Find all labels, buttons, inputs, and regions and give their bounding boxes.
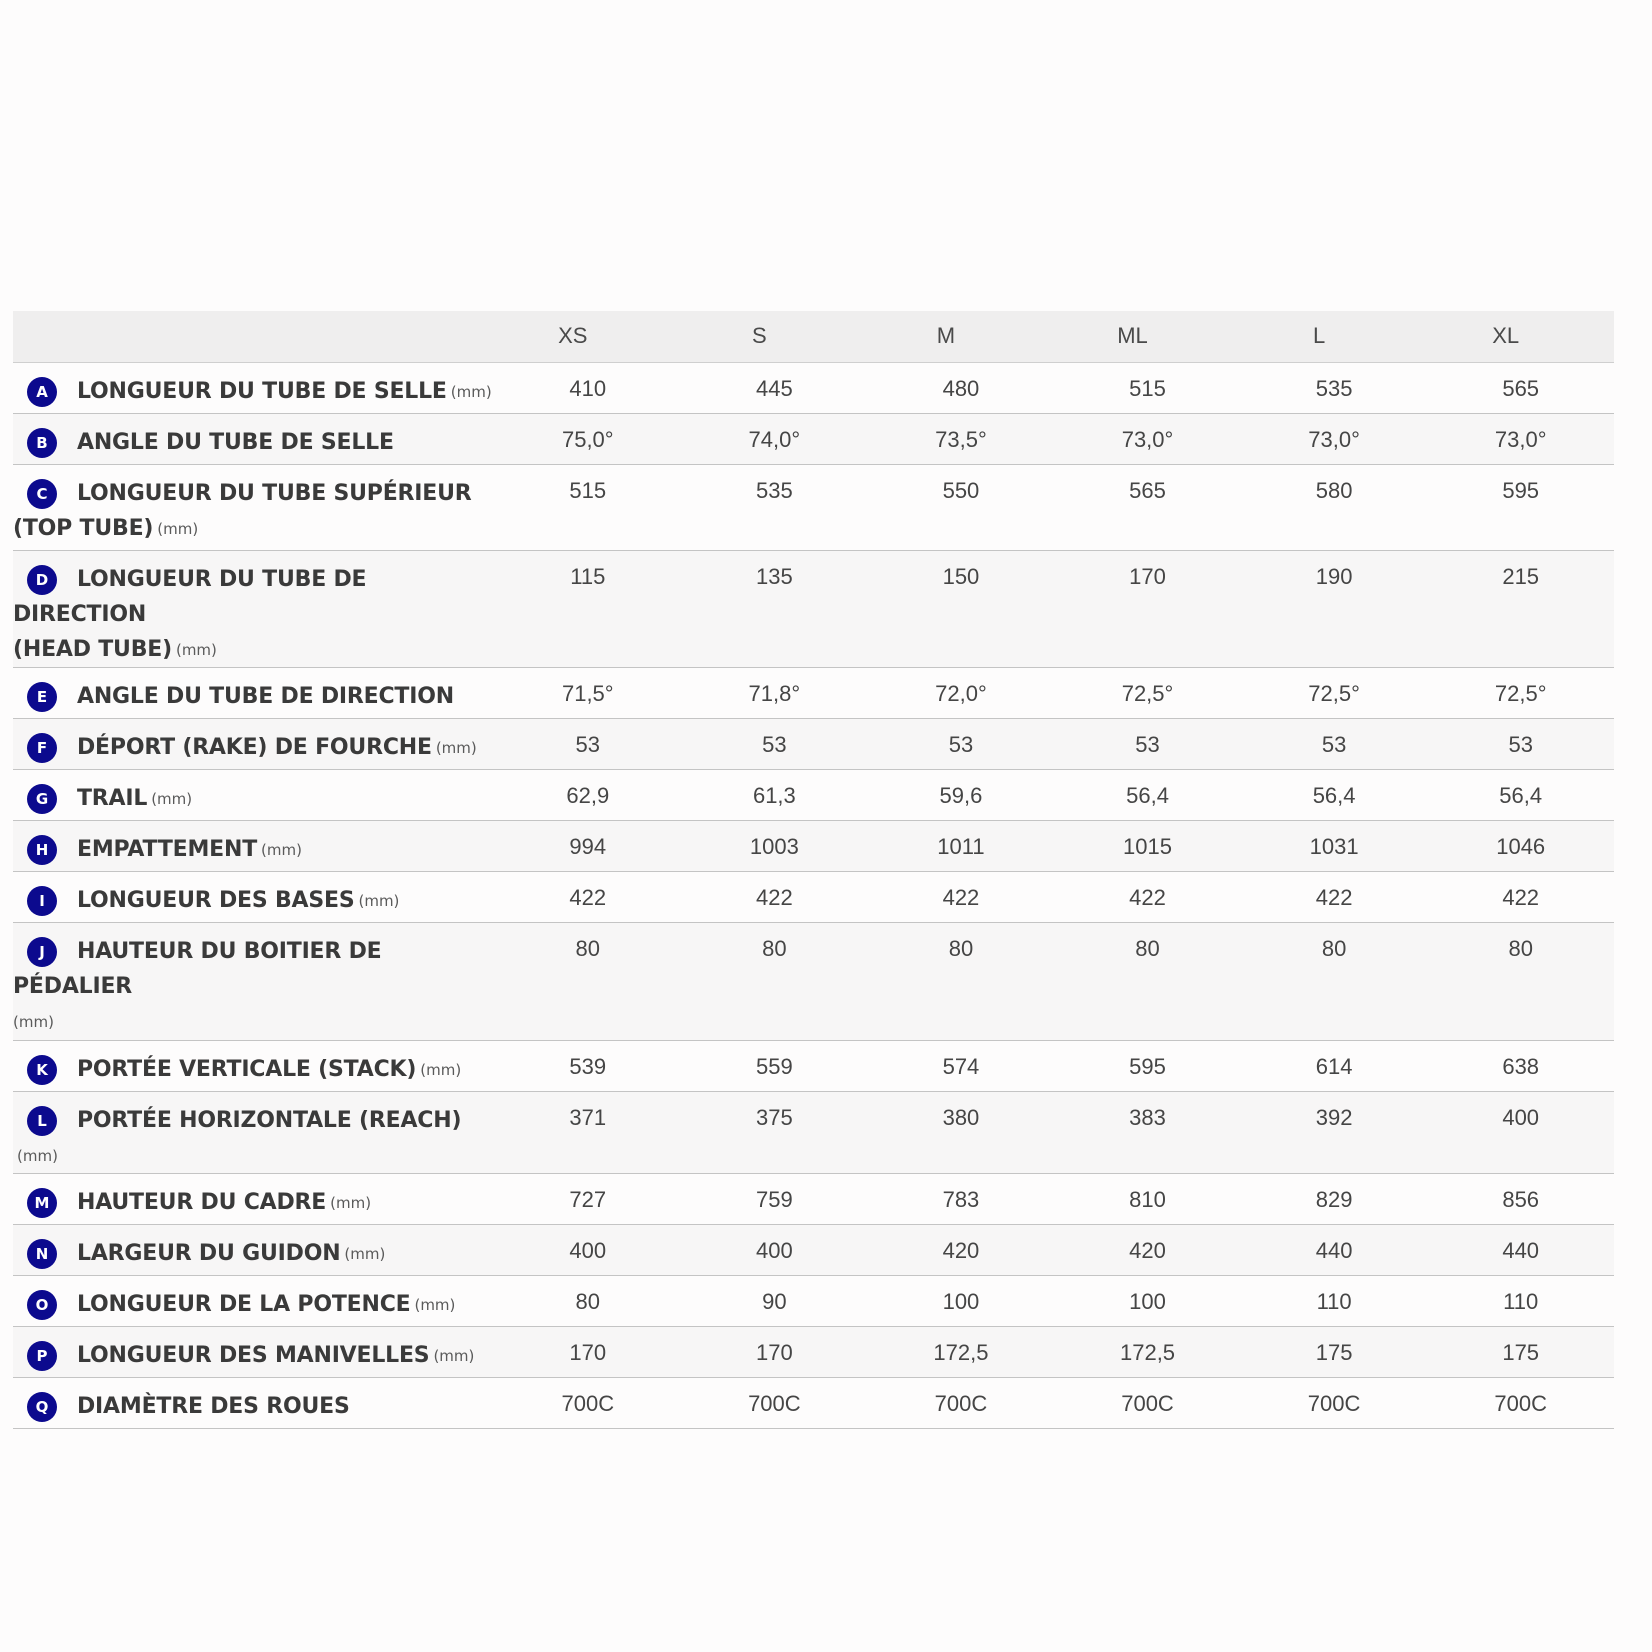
- row-label-cell: [13, 1040, 495, 1091]
- value-cell-ml: 810: [1129, 1187, 1166, 1212]
- row-label: LARGEUR DU GUIDON: [77, 1241, 341, 1267]
- geometry-table: [13, 311, 1614, 1429]
- row-letter-badge: M: [27, 1188, 57, 1218]
- row-label-line: [13, 1389, 495, 1424]
- row-label-continuation: [13, 632, 495, 667]
- row-label-line: [13, 1236, 495, 1271]
- value-cell-xl: 215: [1502, 563, 1540, 589]
- header-row: [13, 311, 1614, 362]
- row-label-line: [13, 730, 495, 765]
- size-header-ml: ML: [1054, 311, 1241, 362]
- row-label-cell: [13, 1378, 495, 1429]
- row-letter-badge: B: [27, 428, 57, 458]
- value-cell-l: 72,5°: [1308, 681, 1360, 707]
- value-cell-m: 1011: [937, 834, 985, 860]
- value-cell-l: 614: [1315, 1053, 1353, 1079]
- table-row: [13, 821, 1614, 872]
- row-letter-badge: K: [27, 1055, 57, 1085]
- size-header-xs: XS: [495, 311, 682, 362]
- size-header-m: M: [868, 311, 1055, 362]
- row-letter-badge: C: [27, 479, 57, 509]
- row-label: LONGUEUR DU TUBE DE SELLE: [77, 378, 447, 404]
- value-cell-ml: 565: [1129, 477, 1166, 503]
- value-cell-s: 400: [756, 1238, 793, 1263]
- value-cell-xs: 422: [569, 885, 607, 911]
- row-label-cell: [13, 668, 495, 719]
- table-body: [13, 362, 1614, 1429]
- row-label-line: [13, 562, 495, 632]
- row-label: LONGUEUR DU TUBE DE DIRECTION: [13, 566, 367, 627]
- row-label: TRAIL: [77, 786, 148, 812]
- value-cell-m: 420: [942, 1238, 980, 1263]
- row-label-line: [13, 934, 495, 1004]
- row-unit: (mm): [420, 1060, 462, 1079]
- row-letter-badge: I: [27, 886, 57, 916]
- row-unit: (mm): [13, 1013, 54, 1032]
- value-cell-xs: 410: [569, 375, 607, 401]
- table-row: [13, 1378, 1614, 1429]
- value-cell-xl: 595: [1502, 477, 1540, 503]
- row-label: LONGUEUR DES BASES: [77, 888, 355, 914]
- row-letter-badge: F: [27, 733, 57, 763]
- value-cell-m: 574: [942, 1053, 980, 1079]
- row-label-line: [13, 832, 495, 867]
- row-label-cell: [13, 821, 495, 872]
- row-unit: (mm): [330, 1194, 372, 1213]
- row-letter-badge: Q: [27, 1392, 57, 1422]
- row-label: ANGLE DU TUBE DE DIRECTION: [77, 684, 454, 710]
- value-cell-ml: 72,5°: [1121, 681, 1174, 707]
- row-unit: (mm): [414, 1296, 456, 1315]
- value-cell-m: 783: [942, 1187, 980, 1212]
- value-cell-ml: 53: [1135, 732, 1160, 758]
- value-cell-ml: 515: [1129, 375, 1166, 401]
- value-cell-m: 550: [942, 477, 980, 503]
- value-cell-l: 190: [1315, 563, 1353, 589]
- value-cell-m: 100: [942, 1289, 980, 1314]
- row-unit: (mm): [261, 841, 302, 860]
- value-cell-xl: 1046: [1496, 834, 1546, 860]
- value-cell-s: 759: [756, 1187, 793, 1212]
- value-cell-xl: 440: [1502, 1238, 1540, 1263]
- value-cell-m: 150: [942, 563, 980, 589]
- row-letter-badge: E: [27, 682, 57, 712]
- row-letter-badge: D: [27, 565, 57, 595]
- table-row: [13, 413, 1614, 464]
- row-label: LONGUEUR DES MANIVELLES: [77, 1343, 430, 1369]
- row-label: EMPATTEMENT: [77, 837, 258, 863]
- row-unit: (mm): [450, 382, 492, 401]
- value-cell-xs: 515: [569, 477, 607, 503]
- value-cell-m: 422: [942, 885, 980, 911]
- value-cell-xl: 856: [1502, 1187, 1540, 1212]
- value-cell-xs: 80: [575, 1289, 601, 1314]
- row-label-line: [13, 1185, 495, 1220]
- size-header-s: S: [681, 311, 868, 362]
- row-label: HAUTEUR DU CADRE: [77, 1190, 327, 1216]
- row-label: PORTÉE HORIZONTALE (REACH): [77, 1107, 462, 1133]
- row-letter-badge: J: [27, 937, 57, 967]
- value-cell-s: 445: [756, 375, 793, 401]
- row-letter-badge: G: [27, 784, 57, 814]
- value-cell-ml: 595: [1129, 1053, 1166, 1079]
- table-row: [13, 719, 1614, 770]
- value-cell-ml: 73,0°: [1121, 426, 1174, 452]
- value-cell-m: 700C: [934, 1391, 988, 1416]
- value-cell-m: 53: [948, 732, 974, 758]
- row-unit: (mm): [344, 1245, 386, 1264]
- row-letter-badge: H: [27, 835, 57, 865]
- table-row: [13, 1040, 1614, 1091]
- value-cell-l: 1031: [1309, 834, 1359, 860]
- value-cell-m: 480: [942, 375, 980, 401]
- value-cell-s: 53: [762, 732, 787, 758]
- value-cell-xl: 56,4: [1499, 783, 1543, 809]
- value-cell-xs: 62,9: [566, 783, 610, 809]
- row-letter-badge: N: [27, 1239, 57, 1269]
- value-cell-xl: 80: [1508, 936, 1533, 962]
- value-cell-xl: 400: [1502, 1104, 1540, 1130]
- row-label-line: [13, 374, 495, 409]
- value-cell-s: 422: [756, 885, 793, 911]
- table-row: [13, 872, 1614, 923]
- table-row: [13, 770, 1614, 821]
- value-cell-xs: 727: [569, 1187, 607, 1212]
- value-cell-l: 53: [1321, 732, 1347, 758]
- table-row: [13, 1225, 1614, 1276]
- row-label-cell: [13, 1091, 495, 1173]
- value-cell-ml: 80: [1135, 936, 1160, 962]
- value-cell-m: 59,6: [939, 783, 983, 809]
- row-letter-badge: L: [27, 1106, 57, 1136]
- table-row: [13, 1327, 1614, 1378]
- value-cell-l: 175: [1315, 1340, 1353, 1365]
- value-cell-xs: 115: [570, 563, 606, 589]
- value-cell-l: 80: [1321, 936, 1347, 962]
- value-cell-xs: 80: [575, 936, 601, 962]
- row-letter-badge: A: [27, 377, 57, 407]
- value-cell-xs: 71,5°: [561, 681, 614, 707]
- value-cell-s: 375: [756, 1104, 793, 1130]
- value-cell-ml: 100: [1129, 1289, 1166, 1314]
- row-label-cell: [13, 770, 495, 821]
- row-label-line: [13, 679, 495, 714]
- value-cell-ml: 56,4: [1126, 783, 1169, 809]
- value-cell-m: 380: [942, 1104, 980, 1130]
- row-label: LONGUEUR DU TUBE SUPÉRIEUR: [77, 480, 472, 506]
- value-cell-ml: 1015: [1123, 834, 1172, 860]
- value-cell-s: 74,0°: [748, 426, 801, 452]
- row-letter-badge: P: [27, 1341, 57, 1371]
- row-label-cell: [13, 1225, 495, 1276]
- row-unit: (mm): [17, 1147, 58, 1165]
- row-label: LONGUEUR DE LA POTENCE: [77, 1292, 411, 1318]
- value-cell-m: 80: [948, 936, 974, 962]
- value-cell-xl: 638: [1502, 1053, 1540, 1079]
- value-cell-l: 73,0°: [1308, 426, 1360, 452]
- row-label-line: [13, 425, 495, 460]
- row-label-continuation: [13, 511, 495, 546]
- value-cell-xs: 75,0°: [561, 426, 614, 452]
- row-unit: (mm): [157, 519, 199, 538]
- value-cell-xl: 72,5°: [1494, 681, 1547, 707]
- table-header: [13, 311, 1614, 362]
- value-cell-s: 80: [762, 936, 787, 962]
- value-cell-xl: 73,0°: [1494, 426, 1547, 452]
- row-label-second-line: (HEAD TUBE): [13, 637, 172, 663]
- row-unit: (mm): [433, 1347, 475, 1366]
- row-label: HAUTEUR DU BOITIER DE PÉDALIER: [13, 939, 382, 1000]
- value-cell-xs: 539: [569, 1053, 607, 1079]
- row-label: DIAMÈTRE DES ROUES: [77, 1394, 350, 1420]
- row-label-cell: [13, 413, 495, 464]
- value-cell-l: 110: [1316, 1289, 1352, 1314]
- value-cell-s: 90: [762, 1289, 787, 1314]
- row-label-line: [13, 476, 495, 511]
- value-cell-m: 73,5°: [935, 426, 987, 452]
- value-cell-m: 172,5: [933, 1340, 989, 1365]
- value-cell-m: 72,0°: [935, 681, 987, 707]
- value-cell-xl: 565: [1502, 375, 1540, 401]
- row-unit: (mm): [435, 739, 477, 758]
- row-label-line: [13, 781, 495, 816]
- row-label-cell: [13, 719, 495, 770]
- row-label-continuation: [13, 1004, 495, 1039]
- value-cell-l: 56,4: [1312, 783, 1356, 809]
- value-cell-xl: 422: [1502, 885, 1540, 911]
- value-cell-xl: 700C: [1494, 1391, 1547, 1416]
- row-label-line: [13, 1052, 495, 1087]
- value-cell-s: 1003: [749, 834, 799, 860]
- value-cell-s: 71,8°: [748, 681, 801, 707]
- value-cell-xs: 170: [569, 1340, 607, 1365]
- value-cell-s: 700C: [748, 1391, 801, 1416]
- row-label-cell: [13, 923, 495, 1041]
- row-unit: (mm): [358, 892, 400, 911]
- row-label: DÉPORT (RAKE) DE FOURCHE: [77, 735, 432, 761]
- row-label-line: [13, 883, 495, 918]
- row-label-second-line: (TOP TUBE): [13, 515, 154, 541]
- value-cell-xs: 371: [569, 1104, 607, 1130]
- value-cell-ml: 383: [1129, 1104, 1166, 1130]
- size-header-l: L: [1241, 311, 1428, 362]
- row-label-cell: [13, 1174, 495, 1225]
- value-cell-xs: 700C: [561, 1391, 615, 1416]
- value-cell-l: 580: [1315, 477, 1353, 503]
- row-letter-badge: O: [27, 1290, 57, 1320]
- row-label: PORTÉE VERTICALE (STACK): [77, 1056, 417, 1082]
- row-label-cell: [13, 464, 495, 550]
- value-cell-xs: 53: [575, 732, 601, 758]
- table-row: [13, 1174, 1614, 1225]
- table-row: [13, 668, 1614, 719]
- value-cell-s: 559: [756, 1053, 793, 1079]
- value-cell-xs: 994: [569, 834, 607, 860]
- value-cell-l: 700C: [1307, 1391, 1361, 1416]
- row-label-line: [13, 1103, 495, 1173]
- value-cell-ml: 700C: [1121, 1391, 1174, 1416]
- header-label-cell: [13, 311, 495, 362]
- value-cell-ml: 170: [1129, 563, 1166, 589]
- value-cell-ml: 420: [1129, 1238, 1166, 1263]
- value-cell-xl: 110: [1503, 1289, 1539, 1314]
- table-row: [13, 464, 1614, 550]
- table-row: [13, 550, 1614, 668]
- size-header-xl: XL: [1427, 311, 1614, 362]
- row-unit: (mm): [151, 790, 193, 809]
- table-row: [13, 923, 1614, 1041]
- row-label-line: [13, 1338, 495, 1373]
- value-cell-xl: 53: [1508, 732, 1533, 758]
- value-cell-ml: 172,5: [1119, 1340, 1176, 1365]
- row-label-cell: [13, 1327, 495, 1378]
- row-label-cell: [13, 550, 495, 668]
- row-label-cell: [13, 1276, 495, 1327]
- table-row: [13, 362, 1614, 413]
- value-cell-l: 440: [1315, 1238, 1353, 1263]
- value-cell-l: 535: [1315, 375, 1353, 401]
- value-cell-s: 135: [756, 563, 793, 589]
- row-unit: (mm): [175, 641, 217, 660]
- row-label-line: [13, 1287, 495, 1322]
- value-cell-s: 170: [756, 1340, 793, 1365]
- row-label-cell: [13, 362, 495, 413]
- table-row: [13, 1276, 1614, 1327]
- value-cell-xs: 400: [569, 1238, 607, 1263]
- value-cell-s: 535: [756, 477, 793, 503]
- row-label: ANGLE DU TUBE DE SELLE: [77, 429, 394, 455]
- table-row: [13, 1091, 1614, 1173]
- value-cell-s: 61,3: [752, 783, 796, 809]
- value-cell-xl: 175: [1502, 1340, 1540, 1365]
- value-cell-l: 422: [1315, 885, 1353, 911]
- value-cell-l: 829: [1315, 1187, 1353, 1212]
- value-cell-l: 392: [1315, 1104, 1353, 1130]
- value-cell-ml: 422: [1129, 885, 1166, 911]
- row-label-cell: [13, 872, 495, 923]
